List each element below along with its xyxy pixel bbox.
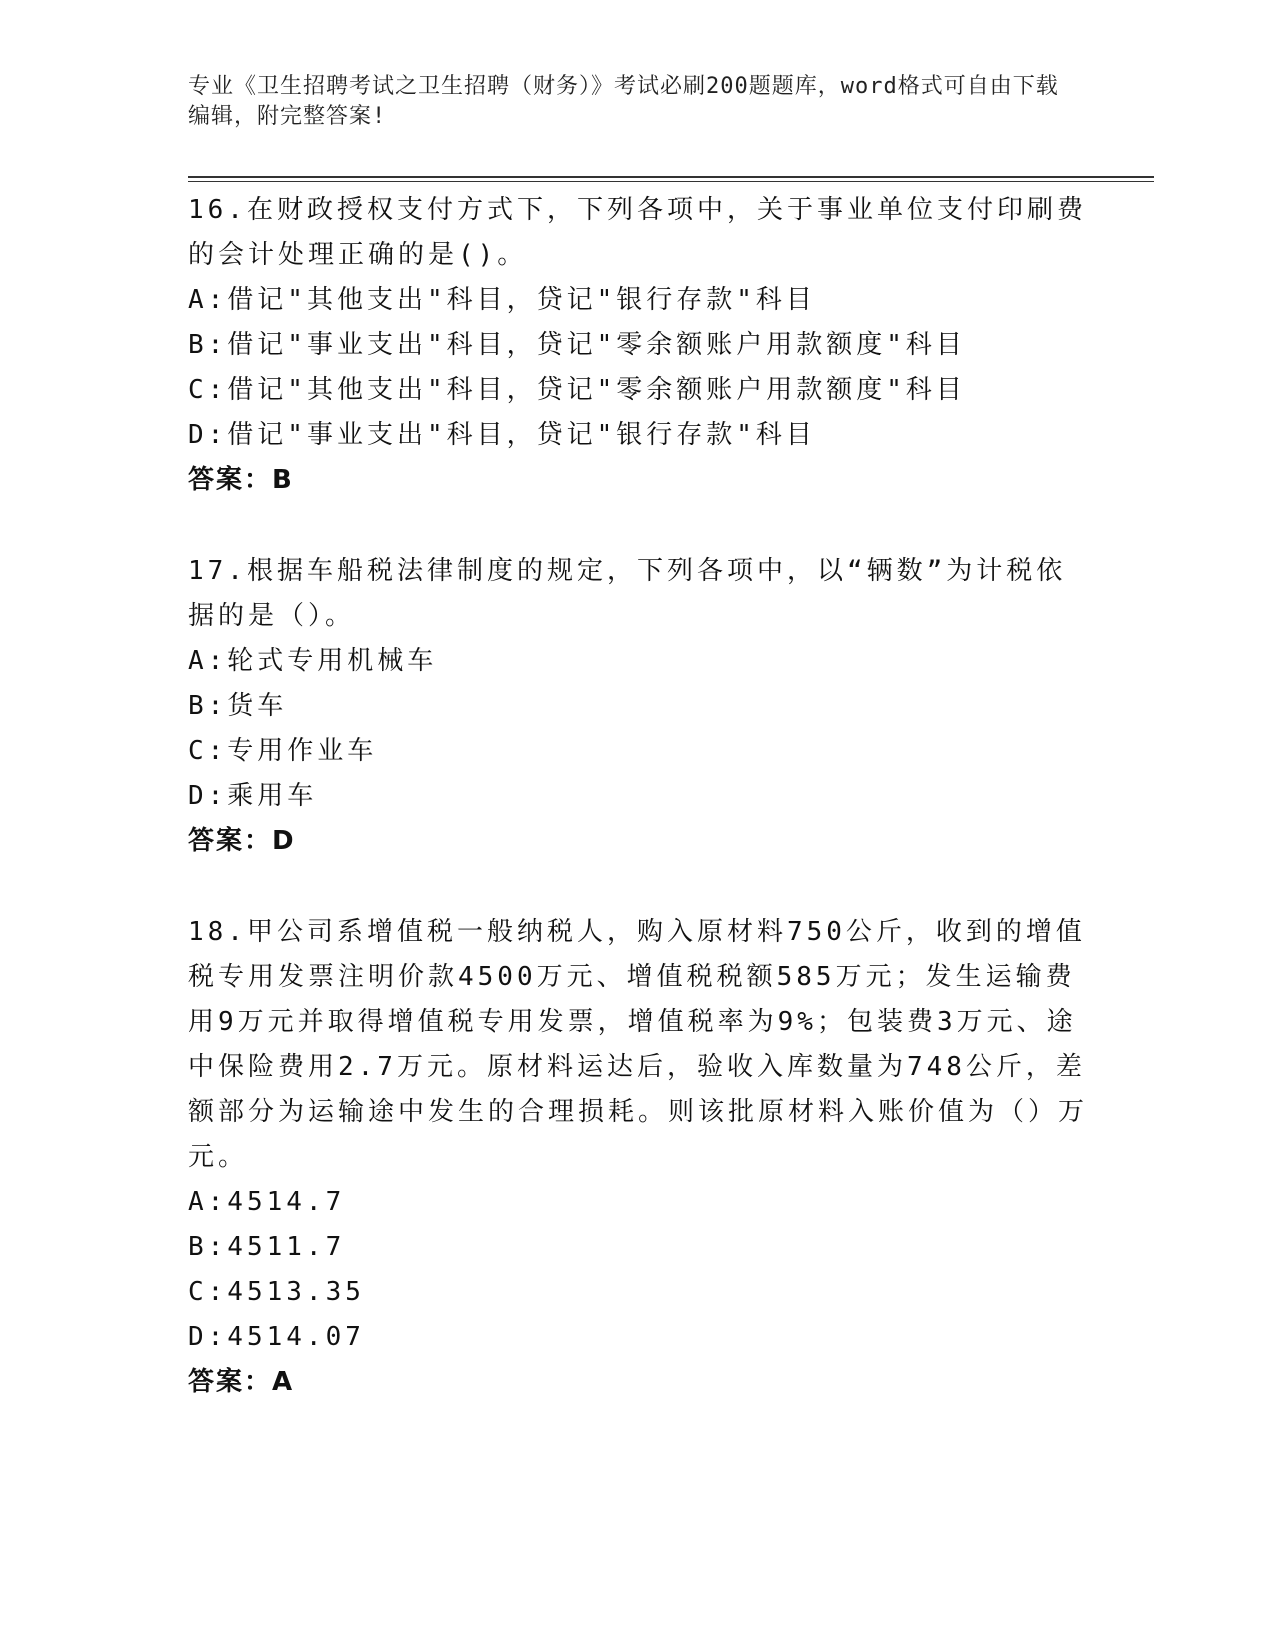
answer-label: 答案： (188, 465, 273, 495)
question-stem: 17.根据车船税法律制度的规定，下列各项中，以“辆数”为计税依据的是（）。 (188, 556, 1067, 631)
question-16 (188, 188, 1088, 503)
question-17 (188, 549, 1088, 864)
option-b: B:借记"事业支出"科目，贷记"零余额账户用款额度"科目 (188, 330, 966, 360)
document-header: 专业《卫生招聘考试之卫生招聘（财务）》考试必刷200题题库，word格式可自由下载编辑，附完整答案! (188, 74, 1059, 129)
question-list (188, 188, 1088, 1451)
option-b: B:货车 (188, 691, 288, 721)
question-stem: 16.在财政授权支付方式下，下列各项中，关于事业单位支付印刷费的会计处理正确的是()。 (188, 195, 1087, 270)
answer-value: D (272, 826, 296, 856)
question-stem: 18.甲公司系增值税一般纳税人，购入原材料750公斤，收到的增值税专用发票注明价款4500万元、增值税税额585万元；发生运输费用9万元并取得增值税专用发票，增值税率为9%；包装费3万元、途中保险费用2.7万元。原材料运达后，验收入库数量为748公斤，差额部分为运输途中发生的合理损耗。则该批原材料入账价值为（）万元。 (188, 917, 1089, 1172)
answer-label: 答案： (188, 826, 273, 856)
option-list (188, 1180, 1088, 1360)
answer-line (188, 819, 1088, 864)
answer-label: 答案： (188, 1367, 273, 1397)
option-d: D:借记"事业支出"科目，贷记"银行存款"科目 (188, 420, 816, 450)
option-a: A:轮式专用机械车 (188, 646, 438, 676)
option-b: B:4511.7 (188, 1232, 346, 1262)
answer-value: B (272, 465, 294, 495)
answer-line (188, 1360, 1088, 1405)
option-c: C:4513.35 (188, 1277, 365, 1307)
option-c: C:借记"其他支出"科目，贷记"零余额账户用款额度"科目 (188, 375, 966, 405)
option-list (188, 639, 1088, 819)
option-d: D:4514.07 (188, 1322, 365, 1352)
option-list (188, 278, 1088, 458)
option-d: D:乘用车 (188, 781, 318, 811)
header-divider (188, 176, 1154, 182)
option-c: C:专用作业车 (188, 736, 378, 766)
answer-line (188, 458, 1088, 503)
question-18 (188, 910, 1088, 1405)
answer-value: A (272, 1367, 295, 1397)
option-a: A:4514.7 (188, 1187, 346, 1217)
option-a: A:借记"其他支出"科目，贷记"银行存款"科目 (188, 285, 816, 315)
